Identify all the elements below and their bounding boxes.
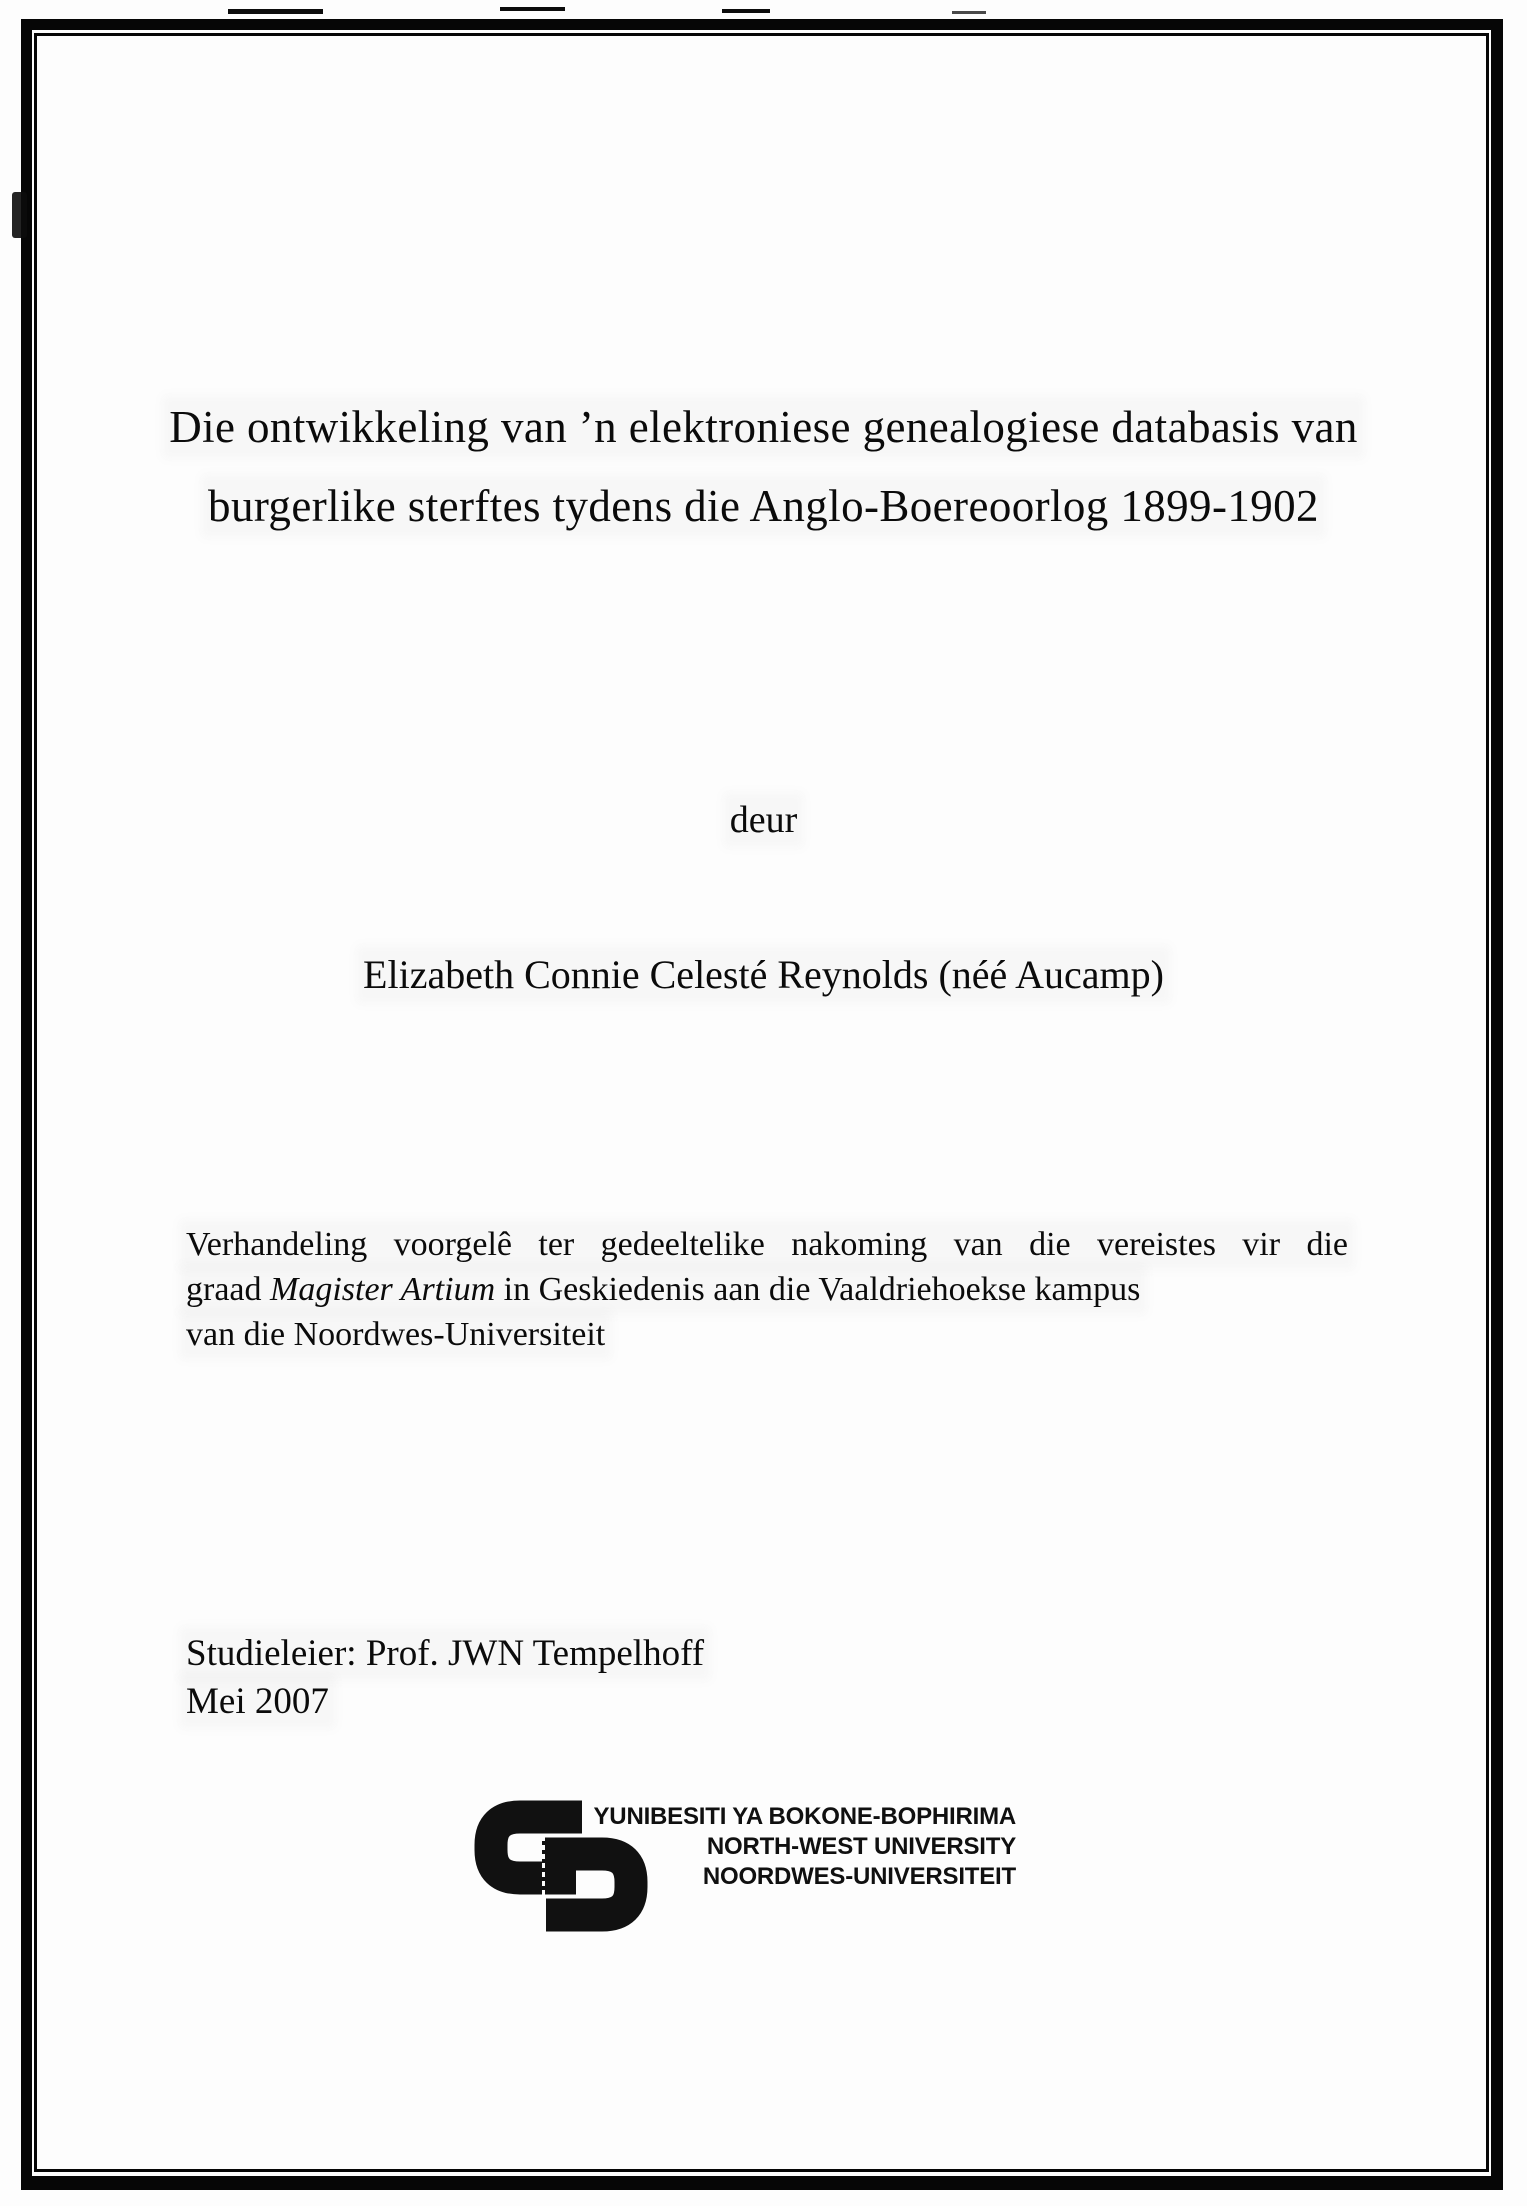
supervisor-line bbox=[186, 1630, 704, 1678]
title-line-2-text: burgerlike sterftes tydens die Anglo-Boereoorlog 1899-1902 bbox=[208, 481, 1319, 531]
date-line bbox=[186, 1678, 704, 1726]
title-line-1-text: Die ontwikkeling van ’n elektroniese genealogiese databasis van bbox=[169, 402, 1358, 452]
submission-statement bbox=[186, 1222, 1348, 1357]
statement-line-2-prefix: graad bbox=[186, 1271, 271, 1308]
statement-line-1 bbox=[186, 1222, 1348, 1267]
statement-line-2-suffix: in Geskiedenis aan die Vaaldriehoekse kampus bbox=[495, 1271, 1141, 1308]
byline-label: deur bbox=[729, 799, 798, 841]
thesis-title bbox=[0, 388, 1527, 546]
university-name-english: NORTH-WEST UNIVERSITY bbox=[706, 1833, 1016, 1860]
statement-line-3 bbox=[186, 1312, 1348, 1357]
university-name-setswana: YUNIBESITI YA BOKONE-BOPHIRIMA bbox=[593, 1803, 1016, 1830]
statement-line-3-text: van die Noordwes-Universiteit bbox=[186, 1316, 606, 1353]
title-line-2 bbox=[0, 467, 1527, 546]
title-line-1 bbox=[0, 388, 1527, 467]
scan-artifact bbox=[12, 192, 27, 238]
date-line-text: Mei 2007 bbox=[186, 1681, 329, 1722]
university-wordmark bbox=[540, 1802, 1016, 1892]
statement-line-1-text: Verhandeling voorgelê ter gedeeltelike nakoming van die vereistes vir die bbox=[186, 1226, 1348, 1263]
scan-artifact bbox=[228, 9, 323, 14]
scan-artifact bbox=[500, 7, 565, 11]
author-name bbox=[0, 952, 1527, 997]
university-name-afrikaans: NOORDWES-UNIVERSITEIT bbox=[702, 1863, 1016, 1890]
scan-artifact bbox=[952, 11, 986, 14]
supervisor-block bbox=[186, 1630, 704, 1726]
scan-artifact bbox=[722, 9, 770, 13]
statement-line-2 bbox=[186, 1267, 1348, 1312]
degree-name-italic: Magister Artium bbox=[270, 1271, 496, 1308]
byline-deur bbox=[0, 801, 1527, 839]
supervisor-line-text: Studieleier: Prof. JWN Tempelhoff bbox=[186, 1633, 705, 1674]
author-name-text: Elizabeth Connie Celesté Reynolds (néé Aucamp) bbox=[363, 952, 1164, 997]
